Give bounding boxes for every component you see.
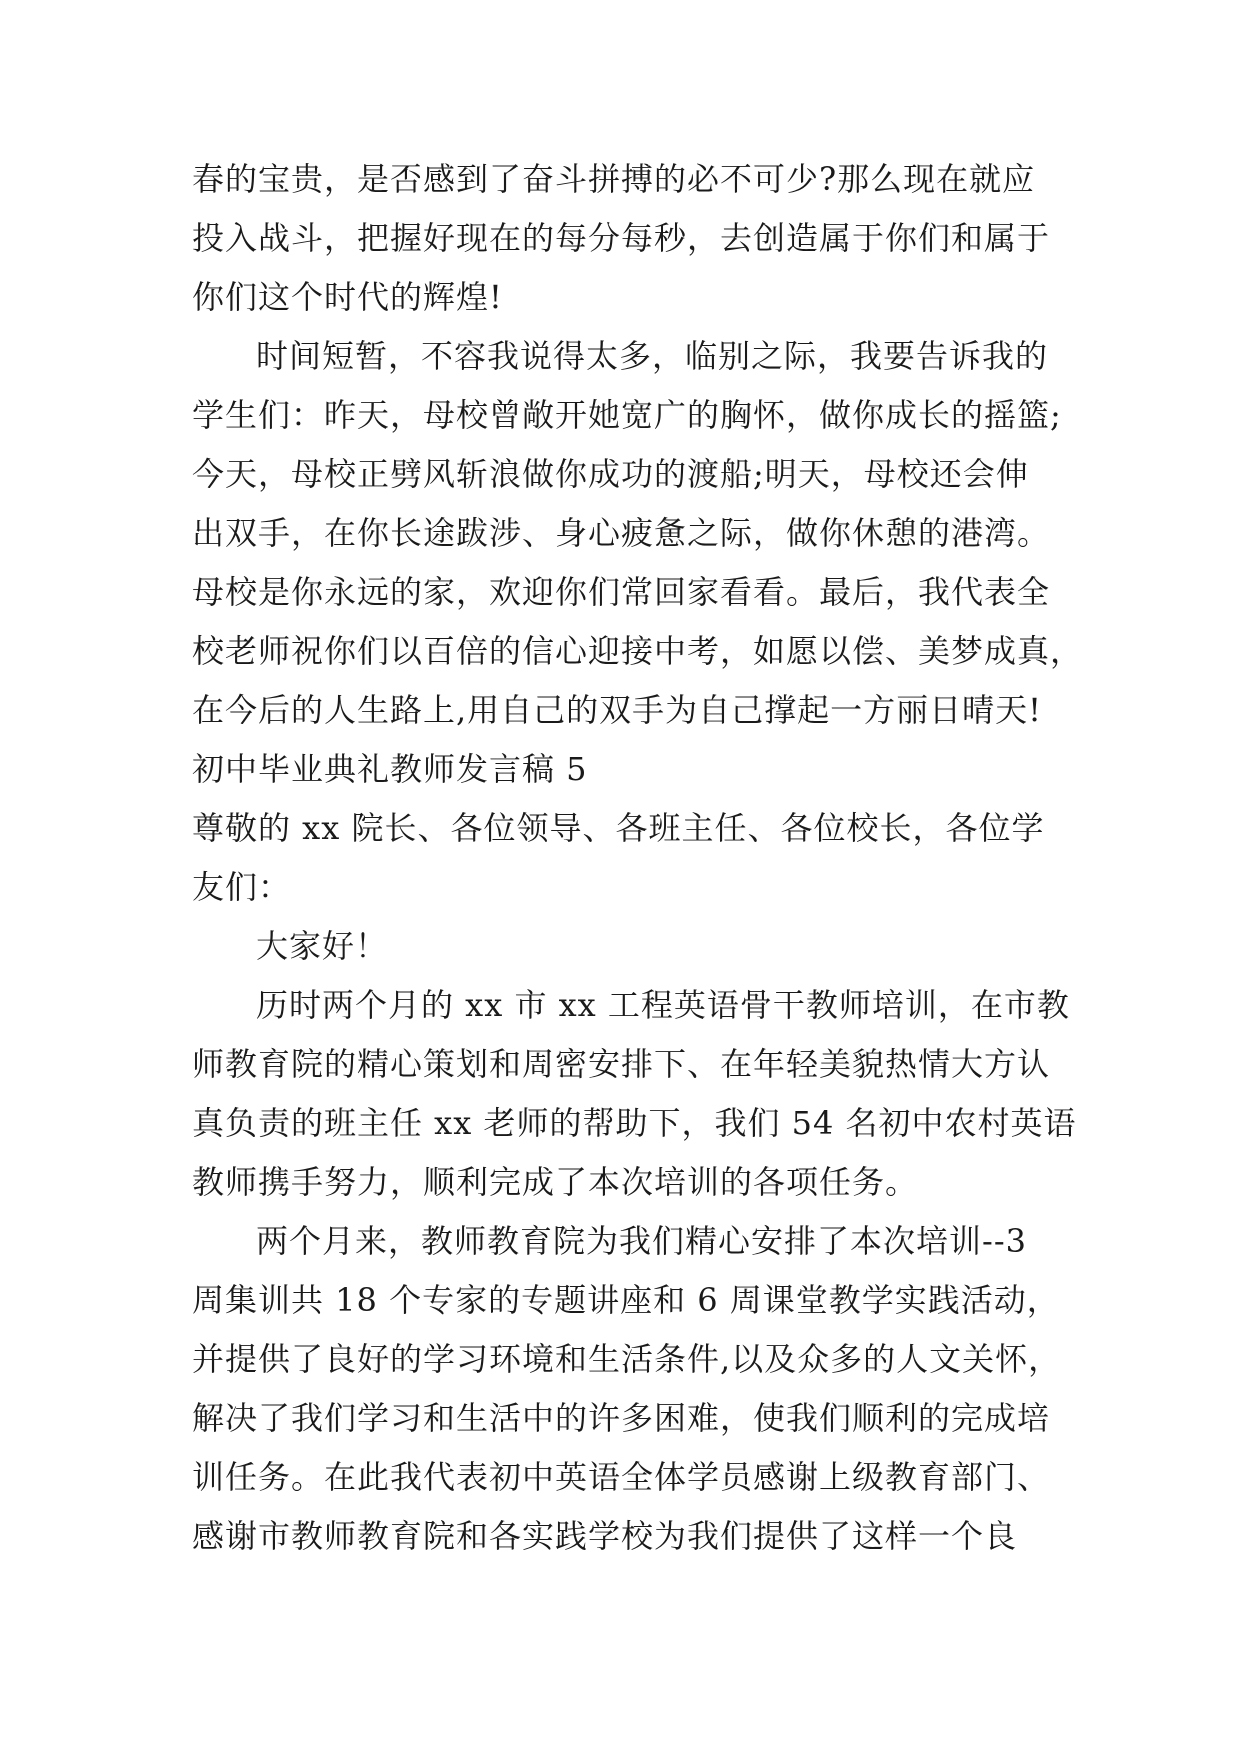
text-line: 历时两个月的 xx 市 xx 工程英语骨干教师培训，在市教: [256, 986, 1070, 1024]
text-line: 并提供了良好的学习环境和生活条件,以及众多的人文关怀，: [192, 1340, 1062, 1378]
text-line: 今天，母校正劈风斩浪做你成功的渡船;明天，母校还会伸: [192, 455, 1029, 493]
text-line: 校老师祝你们以百倍的信心迎接中考，如愿以偿、美梦成真，: [192, 632, 1084, 670]
text-line: 学生们：昨天，母校曾敞开她宽广的胸怀，做你成长的摇篮;: [192, 396, 1062, 434]
text-line: 周集训共 18 个专家的专题讲座和 6 周课堂教学实践活动，: [192, 1281, 1060, 1319]
text-line: 两个月来，教师教育院为我们精心安排了本次培训--3: [256, 1222, 1027, 1260]
document-body: [192, 150, 1084, 1566]
text-line: 训任务。在此我代表初中英语全体学员感谢上级教育部门、: [192, 1458, 1051, 1496]
text-line: 你们这个时代的辉煌!: [192, 278, 503, 316]
salutation-line: 友们：: [192, 868, 292, 906]
text-line: 春的宝贵，是否感到了奋斗拼搏的必不可少?那么现在就应: [192, 160, 1036, 198]
section-heading: 初中毕业典礼教师发言稿 5: [192, 750, 588, 788]
text-line: 出双手，在你长途跋涉、身心疲惫之际，做你休憩的港湾。: [192, 514, 1051, 552]
text-line: 投入战斗，把握好现在的每分每秒，去创造属于你们和属于: [192, 219, 1051, 257]
text-line: 时间短暂，不容我说得太多，临别之际，我要告诉我的: [256, 337, 1049, 375]
text-line: 教师携手努力，顺利完成了本次培训的各项任务。: [192, 1163, 919, 1201]
greeting-line: 大家好！: [256, 927, 389, 965]
text-line: 母校是你永远的家，欢迎你们常回家看看。最后，我代表全: [192, 573, 1051, 611]
text-line: 在今后的人生路上,用自己的双手为自己撑起一方丽日晴天!: [192, 691, 1043, 729]
text-line: 真负责的班主任 xx 老师的帮助下，我们 54 名初中农村英语: [192, 1104, 1077, 1142]
text-line: 感谢市教师教育院和各实践学校为我们提供了这样一个良: [192, 1517, 1018, 1555]
salutation-line: 尊敬的 xx 院长、各位领导、各班主任、各位校长，各位学: [192, 809, 1045, 847]
text-line: 师教育院的精心策划和周密安排下、在年轻美貌热情大方认: [192, 1045, 1051, 1083]
text-line: 解决了我们学习和生活中的许多困难，使我们顺利的完成培: [192, 1399, 1051, 1437]
